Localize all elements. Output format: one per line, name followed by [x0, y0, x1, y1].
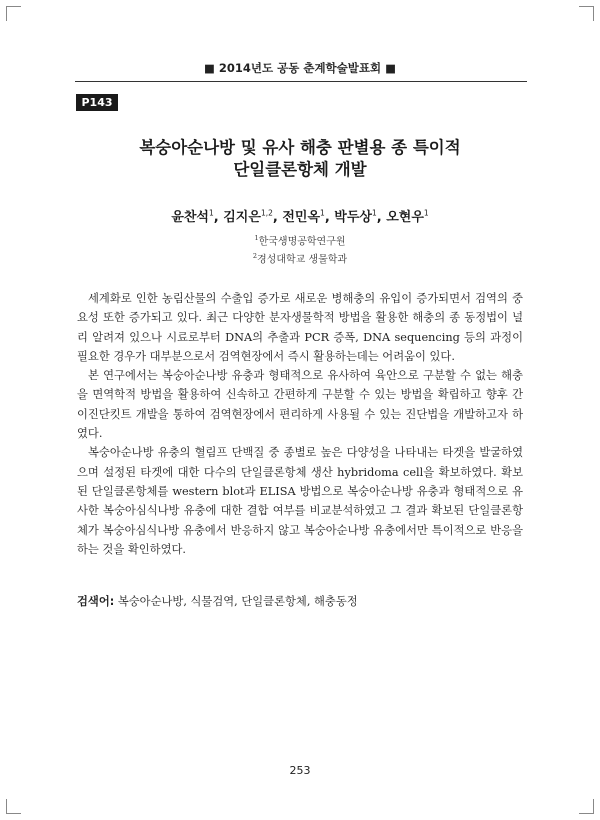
affiliation-name: 경성대학교 생물학과 [257, 254, 348, 266]
crop-mark-top-left [6, 6, 21, 21]
author-name: 김지은 [223, 210, 261, 225]
author-affiliation-mark: 1 [371, 208, 377, 218]
author-separator: , [213, 210, 224, 225]
header-rule [75, 81, 527, 82]
affiliation [0, 249, 600, 267]
keywords [77, 592, 523, 611]
author-separator: , [376, 210, 387, 225]
author-name: 오현우 [386, 210, 424, 225]
title-line-2: 단일클론항체 개발 [233, 160, 367, 179]
affiliation [0, 231, 600, 249]
author-name: 전민옥 [282, 210, 321, 225]
affiliation-list [0, 231, 600, 268]
author-affiliation-mark: 1 [423, 208, 429, 218]
author-affiliation-mark: 1 [209, 208, 214, 218]
author-separator: , [272, 210, 283, 225]
abstract-body [77, 289, 523, 559]
author-name: 박두상 [334, 210, 372, 225]
crop-mark-bottom-left [6, 799, 21, 814]
author-affiliation-mark: 1 [320, 208, 325, 218]
paper-title [0, 137, 600, 181]
running-header: ■ 2014년도 공동 춘계학술발표회 ■ [204, 61, 396, 75]
abstract-paragraph: 세계화로 인한 농림산물의 수출입 증가로 새로운 병해충의 유입이 증가되면서 검역의 중요성 또한 증가되고 있다. 최근 다양한 분자생물학적 방법을 활용한 해충의 종 동정법이 널리 알려져 있으나 시료로부터 DNA의 추출과 PCR 증폭, DNA sequencing 등의 과정이 필요한 경우가 대부분으로서 검역현장에서 즉시 활용하는데는 어려움이 있다. [77, 292, 523, 363]
page-number: 253 [289, 764, 311, 777]
title-line-1: 복숭아순나방 및 유사 해충 판별용 종 특이적 [139, 138, 461, 157]
keywords-text: 복숭아순나방, 식물검역, 단일클론항체, 해충동정 [117, 595, 358, 608]
author-name: 윤찬석 [171, 210, 209, 225]
author-list [0, 206, 600, 225]
author-separator: , [324, 210, 335, 225]
abstract-paragraph: 본 연구에서는 복숭아순나방 유충과 형태적으로 유사하여 육안으로 구분할 수 없는 해충을 면역학적 방법을 활용하여 신속하고 간편하게 구분할 수 있는 방법을 확립하고 향후 간이진단킷트 개발을 통하여 검역현장에서 편리하게 사용될 수 있는 진단법을 개발하고자 하였다. [77, 369, 523, 441]
author-affiliation-mark: 1,2 [260, 208, 273, 218]
affiliation-number: 1 [254, 234, 259, 242]
affiliation-name: 한국생명공학연구원 [258, 236, 346, 248]
crop-mark-bottom-right [579, 799, 594, 814]
affiliation-number: 2 [252, 252, 257, 261]
abstract-paragraph: 복숭아순나방 유충의 혈림프 단백질 중 종별로 높은 다양성을 나타내는 타겟을 발굴하였으며 설정된 타겟에 대한 다수의 단일클론항체 생산 hybridoma cell을 확보하였다. 확보된 단일클론항체를 western blot과 ELISA 방법으로 복숭아순나방 유충과 형태적으로 유사한 복숭아심식나방 유충에 대한 결합 여부를 비교분석하였고 그 결과 확보된 단일클론항체가 복숭아심식나방 유충에서 반응하지 않고 복숭아순나방 유충에서만 특이적으로 반응을 하는 것을 확인하였다. [77, 446, 523, 556]
crop-mark-top-right [579, 6, 594, 21]
poster-number-badge: P143 [76, 94, 118, 111]
keywords-label: 검색어: [77, 595, 115, 608]
